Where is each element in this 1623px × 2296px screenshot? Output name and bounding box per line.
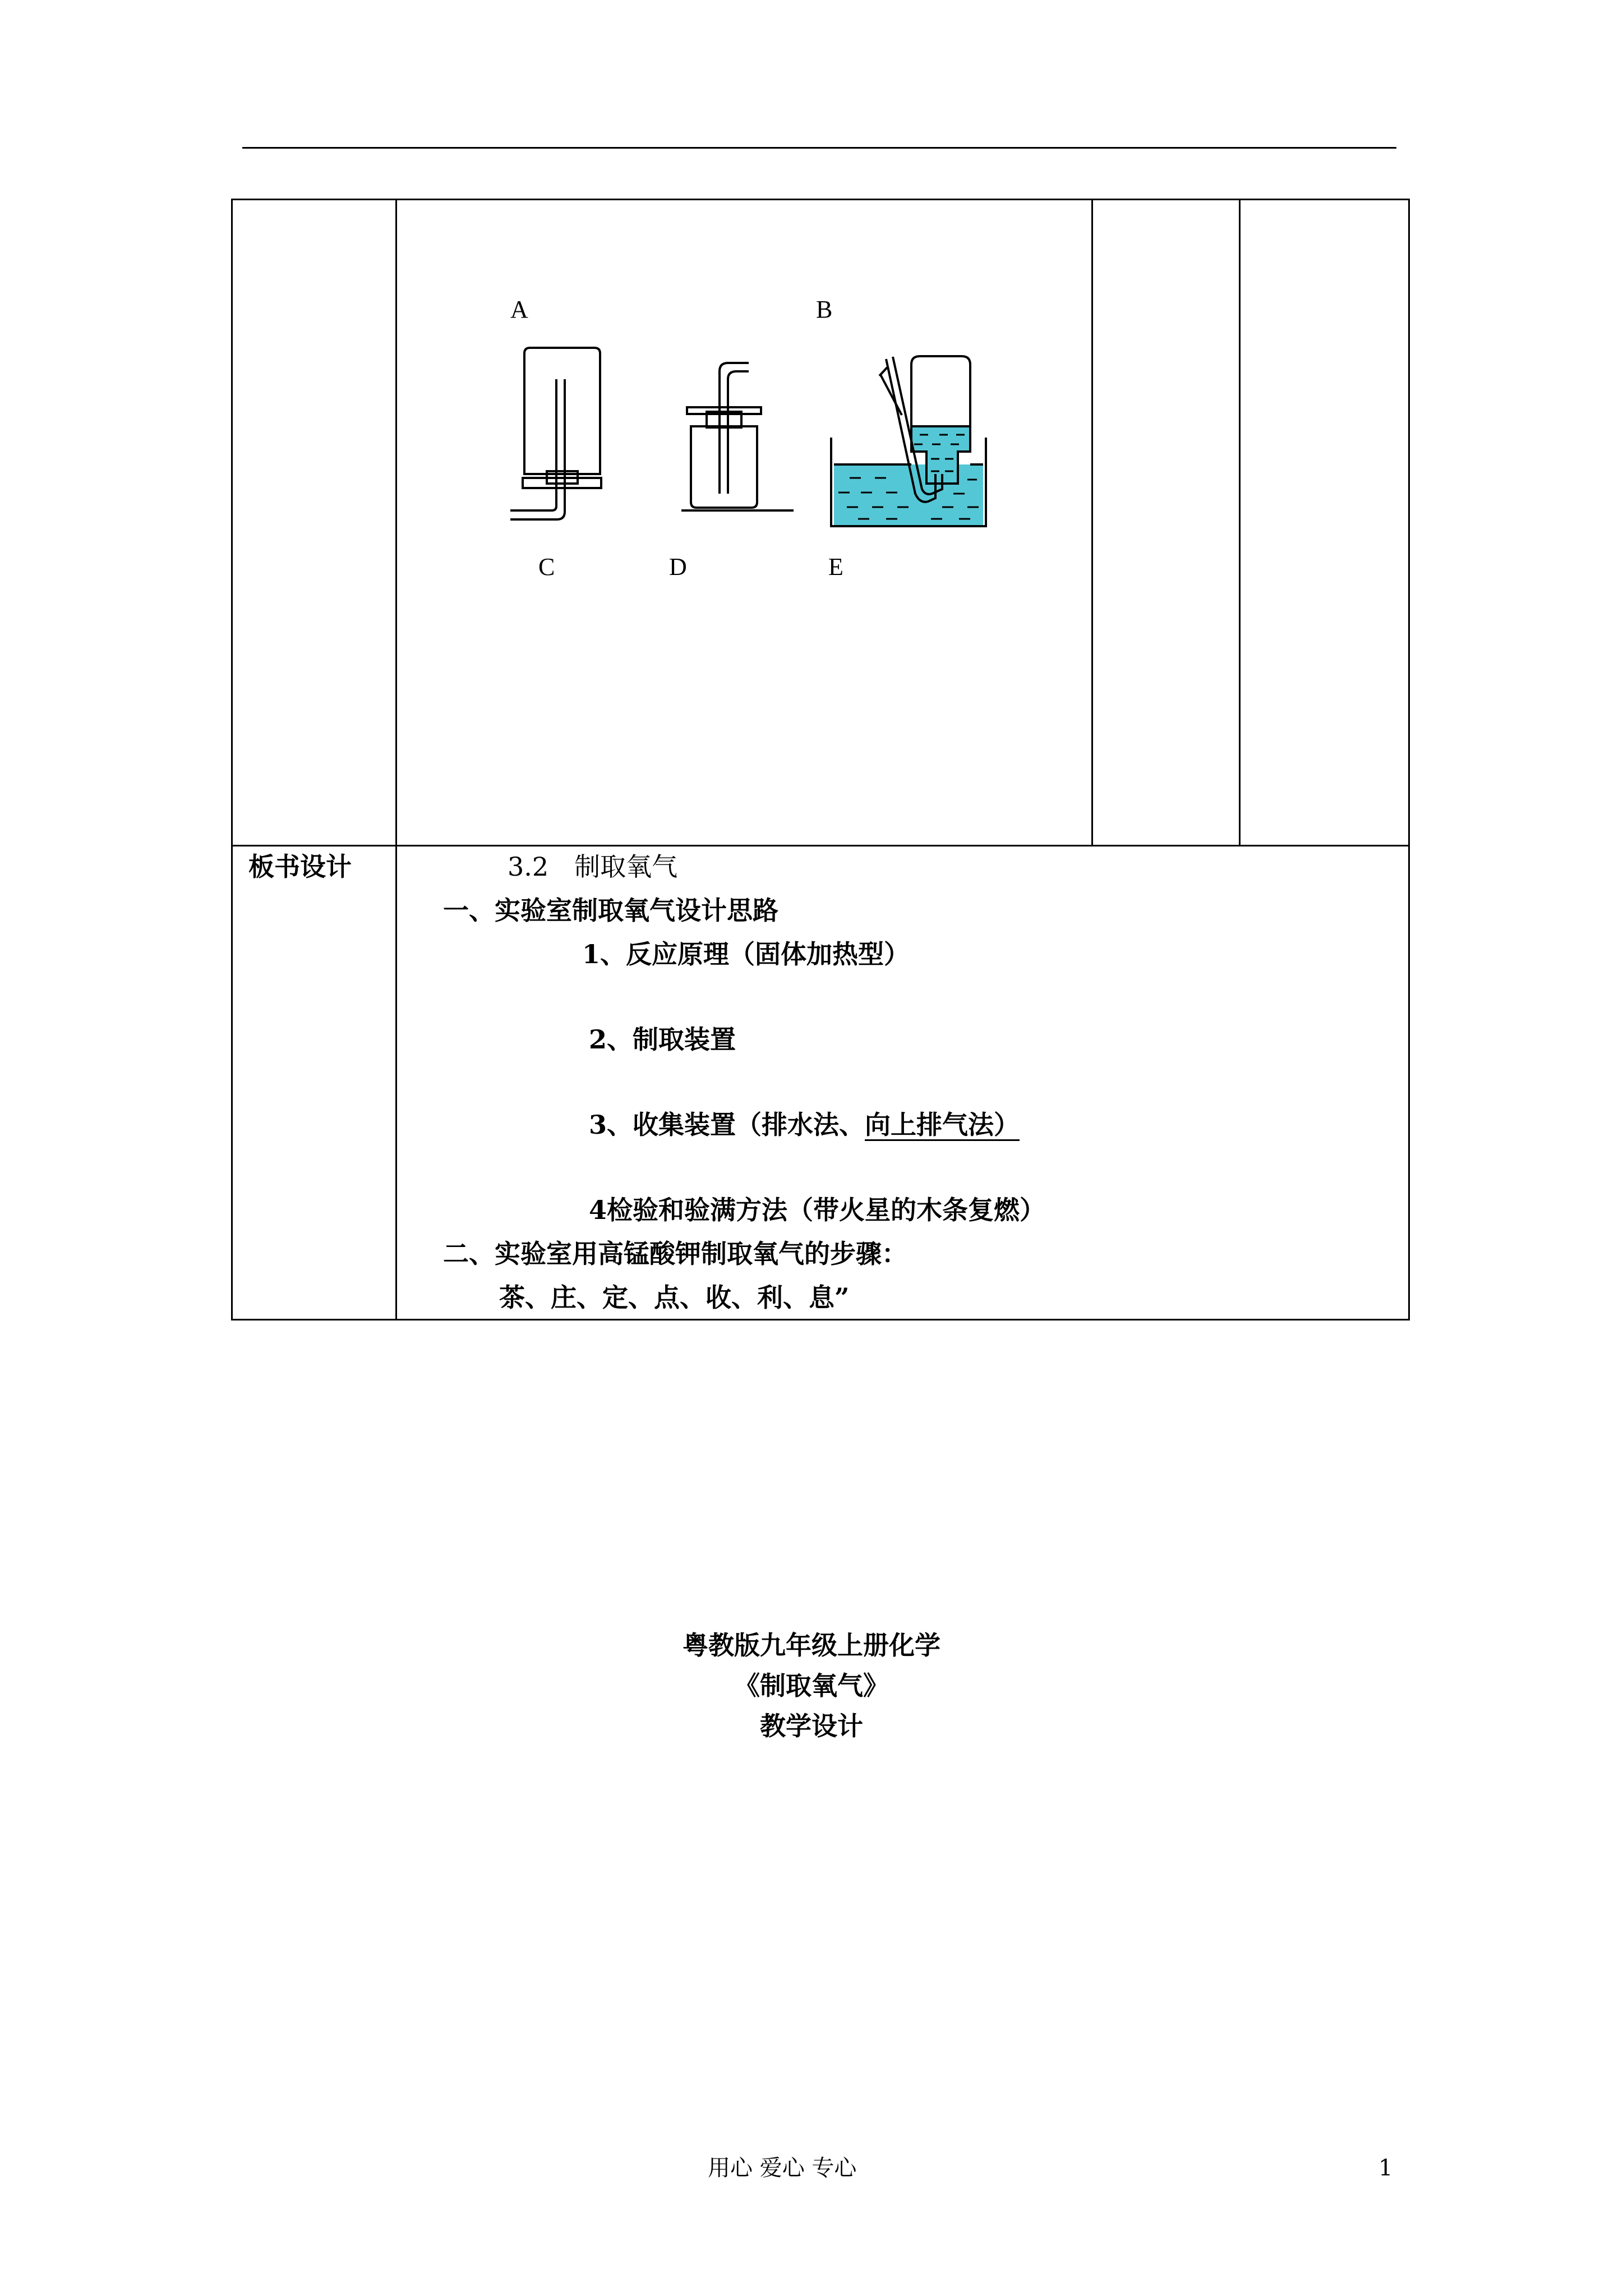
board-section-two: 二、实验室用高锰酸钾制取氧气的步骤：	[443, 1239, 907, 1269]
label-c: C	[538, 553, 555, 581]
board-item-3-part1: 3、收集装置（排水法、	[589, 1110, 865, 1140]
page-number: 1	[1378, 2155, 1393, 2181]
label-a: A	[510, 296, 528, 323]
doc-title-line2: 《制取氧气》	[734, 1671, 889, 1701]
table-row-divider	[231, 845, 1410, 846]
label-d: D	[669, 553, 687, 581]
table-top-border	[231, 199, 1410, 200]
board-heading: 3.2 制取氧气	[508, 852, 678, 882]
board-item-4: 4检验和验满方法（带火星的木条复燃）	[589, 1195, 1046, 1225]
table-column-divider	[1239, 199, 1241, 846]
apparatus-d	[681, 363, 794, 510]
apparatus-c	[510, 348, 601, 519]
board-section-one: 一、实验室制取氧气设计思路	[443, 895, 778, 926]
board-design-label: 板书设计	[248, 852, 352, 882]
board-item-2: 2、制取装置	[589, 1024, 736, 1055]
table-column-divider	[1091, 199, 1093, 846]
board-item-3	[589, 1112, 1020, 1138]
trough-water	[834, 464, 983, 526]
label-e: E	[828, 553, 843, 581]
table-column-divider	[395, 199, 397, 1320]
table-left-border	[231, 199, 233, 1320]
apparatus-e	[831, 356, 986, 526]
apparatus-diagram	[494, 280, 1066, 595]
table-bottom-border	[231, 1319, 1410, 1320]
header-rule	[242, 147, 1396, 149]
doc-title-line3: 教学设计	[760, 1711, 863, 1741]
footer-motto: 用心 爱心 专心	[708, 2155, 857, 2181]
doc-title-line1: 粤教版九年级上册化学	[683, 1630, 940, 1660]
board-item-3-part2: 向上排气法）	[865, 1110, 1020, 1140]
label-b: B	[816, 296, 833, 323]
board-steps: 茶、庄、定、点、收、利、息”	[499, 1282, 850, 1313]
table-right-border	[1408, 199, 1410, 1320]
board-item-1: 1、反应原理（固体加热型）	[582, 939, 910, 969]
